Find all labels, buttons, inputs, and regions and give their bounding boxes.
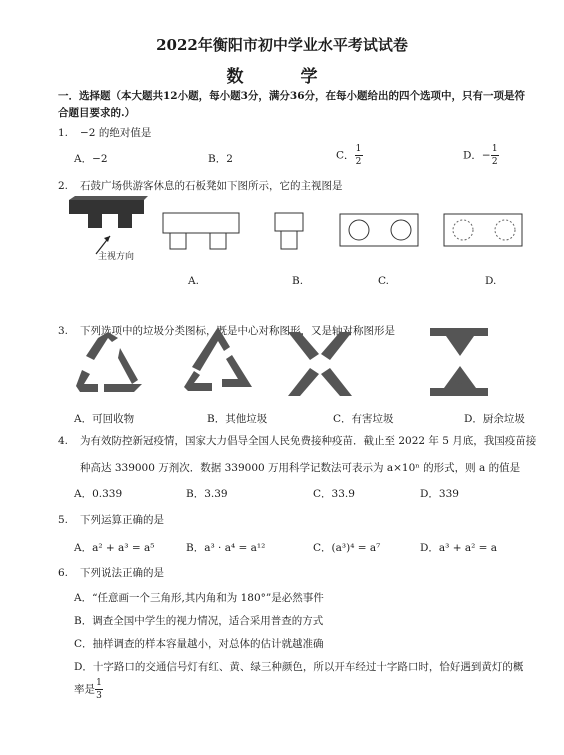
option-text: 率是 (74, 683, 95, 696)
q2-view-c-figure (339, 213, 421, 249)
q2-option-c[interactable]: C. (378, 275, 389, 287)
section-heading: 一．选择题（本大题共12小题，每小题3分，满分36分，在每小题给出的四个选项中，只有一项是符合题目要求的.） (58, 90, 526, 119)
q1-option-c[interactable] (336, 144, 363, 167)
q2-option-a[interactable]: A. (188, 275, 199, 287)
other-waste-icon (178, 325, 258, 400)
q6-option-d-line2 (74, 678, 103, 701)
question-number: 4. (58, 435, 69, 447)
q4-option-a[interactable]: A．0.339 (74, 488, 123, 500)
recyclable-icon (68, 330, 148, 400)
q6-option-b[interactable]: B．调查全国中学生的视力情况，适合采用普查的方式 (74, 615, 324, 627)
question-number: 3. (58, 325, 69, 337)
option-label: D．− (463, 149, 491, 162)
numerator: 1 (491, 144, 498, 154)
q5-option-b[interactable]: B．a³ · a⁴ = a¹² (186, 542, 266, 554)
q3-option-b[interactable]: B．其他垃圾 (207, 413, 268, 425)
question-number: 5. (58, 514, 69, 526)
q3-option-a[interactable]: A．可回收物 (74, 413, 135, 425)
q4-option-d[interactable]: D．339 (420, 488, 459, 500)
q2-option-b[interactable]: B. (292, 275, 304, 287)
numerator: 1 (96, 678, 102, 688)
q5-option-d[interactable]: D．a³ + a² = a (420, 542, 498, 554)
view-direction-caption: 主视方向 (98, 252, 135, 262)
q4-option-c[interactable]: C．33.9 (313, 488, 355, 500)
subject-title: 数 学 (226, 67, 338, 87)
numerator: 1 (355, 144, 362, 154)
denominator: 2 (491, 157, 498, 167)
exam-title: 2022年衡阳市初中学业水平考试试卷 (156, 36, 408, 54)
q1-option-d[interactable] (463, 144, 499, 167)
q5-option-c[interactable]: C．(a³)⁴ = a⁷ (313, 542, 381, 554)
fraction (491, 144, 499, 167)
question-stem: 下列运算正确的是 (80, 514, 164, 526)
q1-option-a[interactable]: A．−2 (74, 153, 108, 165)
question-stem: 下列选项中的垃圾分类图标，既是中心对称图形，又是轴对称图形是 (80, 325, 395, 337)
q5-option-a[interactable]: A．a² + a³ = a⁵ (74, 542, 155, 554)
question-stem: 石鼓广场供游客休息的石板凳如下图所示，它的主视图是 (80, 180, 343, 192)
q2-view-d-figure (443, 213, 525, 249)
hazardous-waste-icon (286, 330, 356, 400)
question-number: 2. (58, 180, 69, 192)
question-4-line2: 种高达 339000 万剂次．数据 339000 万用科学记数法可表示为 a×10ⁿ 的形式，则 a 的值是 (80, 462, 521, 474)
denominator: 2 (355, 157, 362, 167)
q6-option-d[interactable]: D．十字路口的交通信号灯有红、黄、绿三种颜色，所以开车经过十字路口时，恰好遇到黄灯的概 (74, 661, 524, 673)
question-1 (58, 125, 151, 140)
q1-option-b[interactable]: B．2 (208, 153, 233, 165)
option-label: C． (336, 149, 355, 162)
question-2 (58, 178, 343, 193)
kitchen-waste-icon (426, 326, 496, 398)
q2-view-a-figure (162, 212, 242, 252)
question-stem-line1: 为有效防控新冠疫情，国家大力倡导全国人民免费接种疫苗．截止至 2022 年 5 月底，我国疫苗接 (80, 435, 537, 447)
question-6 (58, 565, 164, 580)
q6-option-a[interactable]: A．“任意画一个三角形,其内角和为 180°”是必然事件 (74, 592, 324, 604)
q2-option-d[interactable]: D. (485, 275, 497, 287)
q6-option-c[interactable]: C．抽样调查的样本容量越小，对总体的估计就越准确 (74, 638, 324, 650)
question-number: 6. (58, 567, 69, 579)
question-stem: −2 的绝对值是 (80, 127, 152, 139)
fraction (95, 678, 103, 701)
denominator: 3 (96, 691, 102, 701)
q4-option-b[interactable]: B．3.39 (186, 488, 228, 500)
question-stem: 下列说法正确的是 (80, 567, 164, 579)
q3-option-c[interactable]: C．有害垃圾 (333, 413, 394, 425)
question-5 (58, 512, 164, 527)
q2-view-b-figure (274, 212, 314, 254)
question-4 (58, 433, 536, 448)
question-number: 1. (58, 127, 69, 139)
q3-option-d[interactable]: D．厨余垃圾 (464, 413, 525, 425)
fraction (355, 144, 363, 167)
